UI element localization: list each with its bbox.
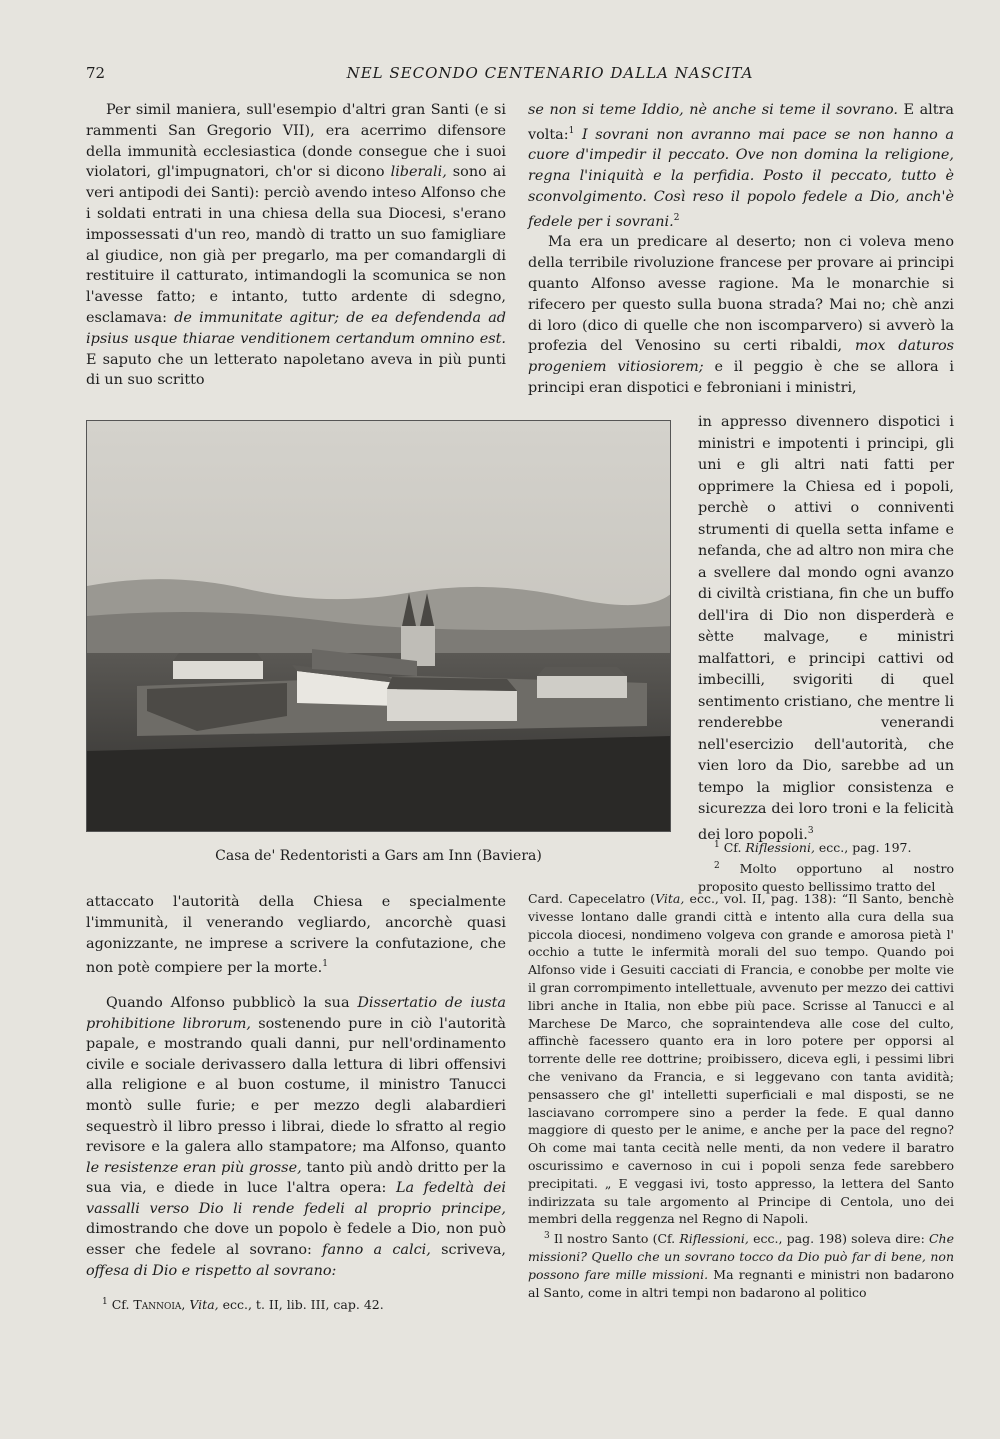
footnote: $^3$ Il nostro Santo (Cf. Riflessioni, ecc., pag. 198) soleva dire: Che missioni? Quello che un sovrano tocco da Dio può far di bene, non possono fare mille missioni. Ma regnanti e ministri non badarono al Santo, come in altri tempi non badarono al politico bbox=[528, 1231, 954, 1300]
paragraph: Quando Alfonso pubblicò la sua Dissertatio de iusta prohibitione librorum, sostenendo pure in ciò l'autorità papale, e mostrando quali danni, pur nell'ordinamento civile e sociale derivassero dalla lettura di libri offensivi alla religione e al buon costume, il ministro Tanucci montò sulle furie; e per mezzo degli alabardieri sequestrò il libro presso i librai, diede lo sfratto al regio revisore e la galera allo stampatore; ma Alfonso, quanto le resistenze eran più grosse, tanto più andò dritto per la sua via, e diede in luce l'altra opera: La fedeltà dei vassalli verso Dio li rende fedeli al proprio principe, dimostrando che dove un popolo è fedele a Dio, non può esser che fedele al sovrano: fanno a calci, scriveva, offesa di Dio e rispetto al sovrano: bbox=[86, 994, 506, 1279]
footnotes-right bbox=[528, 890, 954, 1301]
footnote: Card. Capecelatro (Vita, ecc., vol. II, pag. 138): “Il Santo, benchè vivesse lontano dalle grandi città e intento alla cura della sua piccola diocesi, nondimeno volgeva con grande e amorosa pietà l' occhio a tutte le infermità morali del suo tempo. Quando poi Alfonso vide i Gesuiti cacciati di Francia, e conobbe per molte vie il gran corrompimento intellettuale, avvenuto per mezzo dei cattivi libri anche in Italia, non ebbe più pace. Scrisse al Tanucci e al Marchese De Marco, che sopraintendeva alle cose del culto, affinchè facessero quanto era in loro potere per opporsi al torrente delle ree dottrine; proibissero, diceva egli, i pessimi libri che venivano da Francia, e si leggevano con tanta avidità; pensassero che gl' intelletti superficiali e mal disposti, se ne lasciavano corrompere sino a perder la fede. E qual danno maggiore di questo per le anime, e anche per la pace del regno? Oh come mai tanta cecità nelle menti, da non vedere il baratro oscurissimo e cavernoso in cui i popoli senza fede sarebbero precipitati. „ E veggasi ivi, tosto appresso, la lettera del Santo indirizzata su tale argomento al Principe di Centola, uno dei membri della reggenza nel Regno di Napoli. bbox=[528, 891, 954, 1227]
monastery-photograph bbox=[86, 420, 671, 832]
footnotes-right-top bbox=[698, 836, 954, 896]
paragraph: se non si teme Iddio, nè anche si teme il sovrano. E altra volta:$^1$ I sovrani non avranno mai pace se non hanno a cuore d'impedir il peccato. Ove non domina la religione, regna l'iniquità e la perfidia. Posto il peccato, tutto è sconvolgimento. Così reso il popolo fedele a Dio, anch'è fedele per i sovrani.$^2$ bbox=[528, 102, 955, 230]
right-column-narrow-text bbox=[698, 398, 954, 861]
page-number: 72 bbox=[86, 64, 106, 82]
paragraph: attaccato l'autorità della Chiesa e specialmente l'immunità, il venerando vegliardo, ancorchè quasi agonizzante, ne imprese a scrivere la confutazione, che non potè compiere per la morte.$^1$ bbox=[86, 894, 506, 976]
footnote: $^1$ Cf. Riflessioni, ecc., pag. 197. bbox=[714, 840, 912, 856]
left-column-text bbox=[86, 100, 506, 391]
paragraph: Per simil maniera, sull'esempio d'altri gran Santi (e si rammenti San Gregorio VII), era acerrimo difensore della immunità ecclesiastica (donde consegue che i suoi violatori, gl'impugnatori, ch'or si dicono liberali, sono ai veri antipodi dei Santi): perciò avendo inteso Alfonso che i soldati entrati in una chiesa della sua Diocesi, s'erano impossessati d'un reo, mandò di tratto un suo famigliare al giudice, non già per pregarlo, ma per comandargli di restituire il catturato, intimandogli la scomunica se non l'avesse fatto; e intanto, tutto ardente di sdegno, esclamava: de immunitate agitur; de ea defendenda ad ipsius usque thiarae venditionem certandum omnino est. E saputo che un letterato napoletano aveva in più punti di un suo scritto bbox=[86, 102, 506, 389]
left-column-bottom-text bbox=[86, 878, 506, 1296]
footnote-left: $^1$ Cf. Tannoia, Vita, ecc., t. II, lib. III, cap. 42. bbox=[102, 1297, 384, 1313]
running-title: NEL SECONDO CENTENARIO DALLA NASCITA bbox=[346, 64, 754, 82]
footnote: $^2$ Molto opportuno al nostro proposito questo bellissimo tratto del bbox=[698, 861, 954, 895]
paragraph: Ma era un predicare al deserto; non ci voleva meno della terribile rivoluzione francese per provare ai principi quanto Alfonso avesse ragione. Ma le monarchie si rifecero per questo sulla buona strada? Mai no; chè anzi di loro (dico di quelle che non iscomparvero) si avverò la profezia del Venosino su certi ribaldi, mox daturos progeniem vitiosiorem; e il peggio è che se allora i principi eran dispotici e febroniani i ministri, bbox=[528, 234, 954, 396]
paragraph: in appresso divennero dispotici i ministri e impotenti i principi, gli uni e gli altri nati fatti per opprimere la Chiesa ed i popoli, perchè o attivi o conniventi strumenti di quella setta infame e nefanda, che ad altro non mira che a svellere dal mondo ogni avanzo di civiltà cristiana, fin che un buffo dell'ira di Dio non disperderà e sètte malvage, e ministri malfattori, e principi cattivi od imbecilli, svigoriti di quel sentimento cristiano, che mentre li renderebbe venerandi nell'esercizio dell'autorità, che vien loro da Dio, sarebbe ad un tempo la miglior consistenza e sicurezza dei loro troni e la felicità dei loro popoli.$^3$ bbox=[698, 414, 954, 843]
right-column-text bbox=[528, 100, 954, 399]
photo-caption: Casa de' Redentoristi a Gars am Inn (Baviera) bbox=[215, 848, 542, 864]
